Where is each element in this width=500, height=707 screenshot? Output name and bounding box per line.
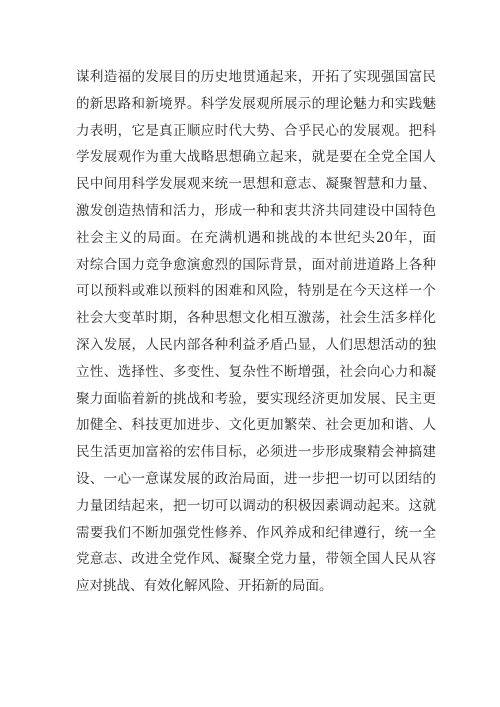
text-line: 设、一心一意谋发展的政治局面，进一步把一切可以团结的 (76, 470, 436, 487)
text-line: 谋利造福的发展目的历史地贯通起来，开拓了实现强国富民 (76, 69, 436, 85)
text-line: 聚力面临着新的挑战和考验，要实现经济更加发展、民主更 (76, 390, 436, 407)
text-line: 深入发展，人民内部各种利益矛盾凸显，人们思想活动的独 (76, 336, 436, 353)
text-line: 需要我们不断加强党性修养、作风养成和纪律遵行，统一全 (76, 524, 436, 541)
text-line: 力量团结起来，把一切可以调动的积极因素调动起来。这就 (76, 497, 436, 514)
text-line: 激发创造热情和活力，形成一种和衷共济共同建设中国特色 (76, 202, 436, 219)
text-line: 的新思路和新境界。科学发展观所展示的理论魅力和实践魅 (76, 95, 436, 112)
text-line: 社会大变革时期，各种思想文化相互激荡，社会生活多样化 (76, 310, 436, 327)
text-line: 可以预料或难以预料的困难和风险，特别是在今天这样一个 (76, 283, 436, 300)
text-line: 民中间用科学发展观来统一思想和意志、凝聚智慧和力量、 (76, 176, 436, 193)
text-line: 党意志、改进全党作风、凝聚全党力量，带领全国人民从容 (76, 551, 436, 568)
text-line: 对综合国力竞争愈演愈烈的国际背景，面对前进道路上各种 (76, 256, 436, 273)
text-line: 学发展观作为重大战略思想确立起来，就是要在全党全国人 (76, 149, 436, 166)
text-line: 力表明，它是真正顺应时代大势、合乎民心的发展观。把科 (76, 122, 436, 139)
body-paragraph (76, 64, 436, 600)
text-line-last: 应对挑战、有效化解风险、开拓新的局面。 (76, 578, 333, 595)
text-line: 民生活更加富裕的宏伟目标，必须进一步形成聚精会神搞建 (76, 444, 436, 461)
text-line: 立性、选择性、多变性、复杂性不断增强，社会向心力和凝 (76, 363, 436, 380)
text-line: 社会主义的局面。在充满机遇和挑战的本世纪头20年，面 (76, 229, 436, 246)
text-line: 加健全、科技更加进步、文化更加繁荣、社会更加和谐、人 (76, 417, 436, 434)
